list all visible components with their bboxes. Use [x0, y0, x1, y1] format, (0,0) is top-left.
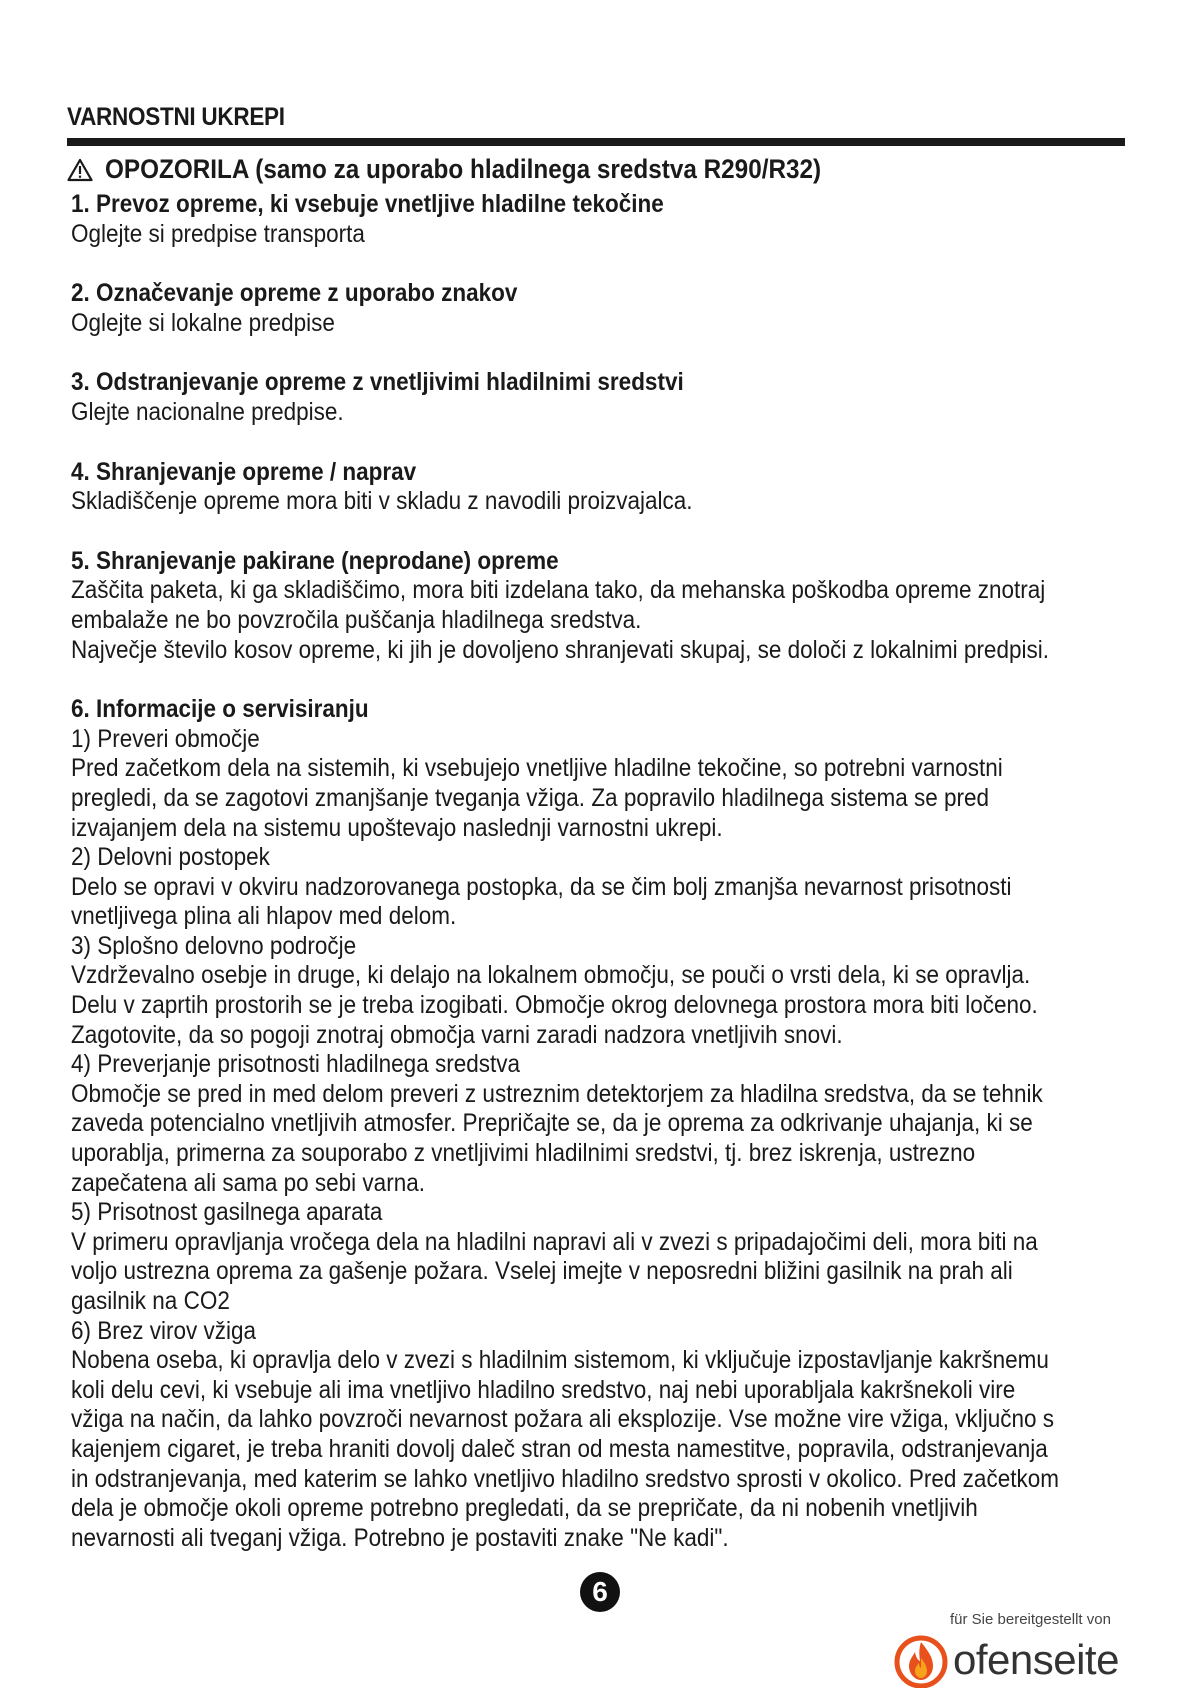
header-rule	[67, 138, 1125, 146]
body-text: Oglejte si lokalne predpise	[71, 308, 335, 337]
body-text: in odstranjevanja, med katerim se lahko vnetljivo hladilno sredstvo sprosti v okolico. Pred začetkom	[71, 1464, 1059, 1493]
section-title: 2. Označevanje opreme z uporabo znakov	[71, 279, 518, 308]
body-text: Območje se pred in med delom preveri z ustreznim detektorjem za hladilna sredstva, da se tehnik	[71, 1079, 1043, 1108]
body-text: Zaščita paketa, ki ga skladiščimo, mora biti izdelana tako, da mehanska poškodba opreme znotraj	[71, 576, 1046, 605]
section-title: 3. Odstranjevanje opreme z vnetljivimi hladilnimi sredstvi	[71, 368, 684, 397]
subheading: 2) Delovni postopek	[71, 843, 270, 872]
body-text: gasilnik na CO2	[71, 1287, 230, 1315]
section-storage	[71, 458, 1070, 517]
section-title: 1. Prevoz opreme, ki vsebuje vnetljive hladilne tekočine	[71, 190, 664, 218]
body-text: Zagotovite, da so pogoji znotraj območja varni zaradi nadzora vnetljivih snovi.	[71, 1020, 843, 1049]
body-text: voljo ustrezna oprema za gašenje požara. Vselej imejte v neposredni bližini gasilnik na prah ali	[71, 1257, 1013, 1286]
body-text: Skladiščenje opreme mora biti v skladu z navodili proizvajalca.	[71, 487, 693, 516]
body-text: Vzdrževalno osebje in druge, ki delajo na lokalnem območju, se pouči o vrsti dela, ki se opravlja.	[71, 961, 1031, 990]
body-text: Največje število kosov opreme, ki jih je dovoljeno shranjevati skupaj, se določi z lokalnimi predpisi.	[71, 635, 1049, 664]
body-text: zaveda potencialno vnetljivih atmosfer. Prepričajte se, da je oprema za odkrivanje uhajanja, ki se	[71, 1109, 1033, 1138]
subheading: 1) Preveri območje	[71, 724, 260, 753]
body-text: nevarnosti ali tveganj vžiga. Potrebno je postaviti znake "Ne kadi".	[71, 1523, 729, 1552]
flame-icon	[893, 1632, 949, 1688]
body-text: vnetljivega plina ali hlapov med delom.	[71, 902, 457, 931]
body-text: izvajanjem dela na sistemu upoštevajo naslednji varnostni ukrepi.	[71, 813, 723, 842]
subheading: 6) Brez virov vžiga	[71, 1316, 257, 1345]
brand-name: ofenseite	[953, 1636, 1119, 1683]
body-text: embalaže ne bo povzročila puščanja hladilnega sredstva.	[71, 605, 642, 634]
body-text: pregledi, da se zagotovi zmanjšanje tveganja vžiga. Za popravilo hladilnega sistema se pred	[71, 783, 990, 812]
body-text: Nobena oseba, ki opravlja delo v zvezi s hladilnim sistemom, ki vključuje izpostavljanje kakršnemu	[71, 1346, 1049, 1375]
sections-content	[71, 190, 1070, 1583]
brand-tagline: für Sie bereitgestellt von	[950, 1611, 1111, 1628]
section-marking	[71, 279, 1070, 338]
body-text: zapečatena ali sama po sebi varna.	[71, 1168, 425, 1197]
body-text: koli delu cevi, ki vsebuje ali ima vnetljivo hladilno sredstvo, naj nebi uporabljala kakršnekoli vire	[71, 1375, 1016, 1404]
body-text: Glejte nacionalne predpise.	[71, 397, 344, 426]
body-text: Delu v zaprtih prostorih se je treba izogibati. Območje okrog delovnega prostora mora biti ločeno.	[71, 991, 1038, 1020]
warning-heading	[67, 154, 901, 185]
section-title: 6. Informacije o servisiranju	[71, 695, 369, 724]
warning-triangle-icon	[67, 158, 93, 182]
section-packed-storage	[71, 547, 1070, 665]
body-text: dela je območje okoli opreme potrebno pregledati, da se prepričate, da ni nobenih vnetljivih	[71, 1494, 978, 1523]
section-disposal	[71, 368, 1070, 427]
body-text: uporablja, primerna za souporabo z vnetljivimi hladilnimi sredstvi, tj. brez iskrenja, ustrezno	[71, 1139, 976, 1168]
subheading: 5) Prisotnost gasilnega aparata	[71, 1198, 383, 1227]
body-text: Delo se opravi v okviru nadzorovanega postopka, da se čim bolj zmanjša nevarnost prisotnosti	[71, 872, 1012, 901]
section-title: 4. Shranjevanje opreme / naprav	[71, 457, 417, 486]
body-text: Oglejte si predpise transporta	[71, 219, 365, 248]
brand-logo	[893, 1632, 1119, 1688]
warning-text: OPOZORILA (samo za uporabo hladilnega sredstva R290/R32)	[105, 154, 822, 184]
body-text: Pred začetkom dela na sistemih, ki vsebujejo vnetljive hladilne tekočine, so potrebni varnostni	[71, 754, 1003, 783]
section-transport	[71, 190, 1070, 249]
body-text: kajenjem cigaret, je treba hraniti dovolj daleč stran od mesta namestitve, popravila, odstranjevanja	[71, 1434, 1048, 1463]
section-servicing	[71, 695, 1070, 1553]
section-title: 5. Shranjevanje pakirane (neprodane) opreme	[71, 546, 559, 575]
body-text: vžiga na način, da lahko povzroči nevarnost požara ali eksplozije. Vse možne vire vžiga, vključno s	[71, 1405, 1055, 1434]
subheading: 3) Splošno delovno področje	[71, 931, 357, 960]
subheading: 4) Preverjanje prisotnosti hladilnega sredstva	[71, 1050, 521, 1079]
body-text: V primeru opravljanja vročega dela na hladilni napravi ali v zvezi s pripadajočimi deli, mora biti na	[71, 1227, 1038, 1256]
header-title: VARNOSTNI UKREPI	[67, 103, 285, 131]
page-number: 6	[580, 1572, 620, 1612]
